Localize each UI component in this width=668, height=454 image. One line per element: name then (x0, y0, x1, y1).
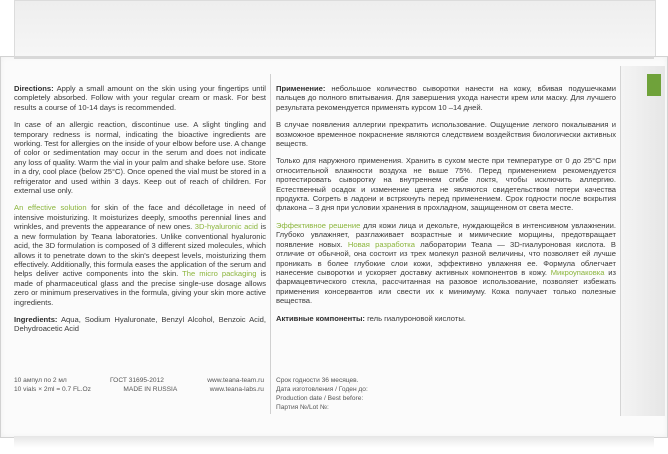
effective-solution-label: An effective solution (14, 203, 87, 213)
directions-paragraph (14, 84, 266, 112)
website-team: www.teana-team.ru (207, 377, 264, 384)
lot-number: Партия №/Lot №: (276, 404, 329, 411)
directions-label: Directions: (14, 84, 54, 93)
english-text-column (14, 84, 266, 342)
shelf-life: Срок годности 36 месяцев. (276, 377, 359, 384)
application-text: небольшое количество сыворотки нанести на кожу, вбивая подушечками пальцев до полного впитывания. Для завершения ухода нанести крем или маску. Для лучшего результата рекомендуется применять курсом 10 –14 дней. (276, 84, 616, 112)
footer-info-right (276, 376, 476, 412)
effective-solution-text: for skin of the face and décolletage in need of intensive moisturizing. It moisturizes deeply, smooths perennial lines and wrinkles, and prevents the appearance of new ones. (14, 203, 267, 232)
ingredients-text: Aqua, Sodium Hyaluronate, Benzyl Alcohol, Benzoic Acid, Dehydroacetic Acid (14, 314, 266, 334)
ingredients-paragraph (14, 315, 266, 334)
active-components-paragraph (276, 314, 616, 323)
storage-ru-paragraph: Только для наружного применения. Хранить в сухом месте при температуре от 0 до 25°С при относительной влажности воздуха не выше 75%. Перед применением рекомендуется протестировать сыворотку на внутреннем сгибе локтя, чтобы исключить аллергию. Естественный осадок и изменение цвета не являются свидетельством потери качества продукта. Согреть в ладони и встряхнуть перед применением. Срок годности после вскрытия флакона – 3 дня при условии хранения в прохладном, защищенном от света месте. (276, 156, 616, 213)
ingredients-label: Ingredients: (14, 314, 58, 324)
brand-logo-tab (647, 74, 661, 96)
gost-standard: ГОСТ 31695-2012 (109, 377, 164, 384)
russian-text-column (276, 84, 616, 331)
box-top-panel (14, 0, 656, 57)
description-paragraph (14, 203, 266, 306)
effective-ru-text: для кожи лица и декольте, нуждающейся в интенсивном увлажнении. Глубоко увлажняет, разглаживает возрастные и мимические морщины, предотвращает появление новых. (276, 220, 616, 249)
box-bottom-shadow (14, 436, 654, 448)
active-components-label: Активные компоненты: (276, 313, 365, 323)
hyaluronic-acid-text: is a new formulation by Teana laboratories. Unlike conventional hyaluronic acid, the 3D formulation is composed of 3 different sized molecules, which allows it to penetrate down to the skin's deepest levels, moisturizing them effectively. Additionally, this formula eases the application of the serum and helps deliver active components into the skin. (14, 222, 267, 279)
micro-packaging-ru-text: из фармацевтического стекла, рассчитанная на разовое использование, позволяет избежать применения консервантов или свести их к минимуму. Кожа получает только полезные вещества. (276, 267, 616, 306)
footer-row-1 (14, 376, 264, 385)
new-formula-ru-label: Новая разработка (347, 239, 416, 249)
footer-row-2 (14, 385, 264, 394)
description-ru-paragraph (276, 221, 616, 306)
directions-text: Apply a small amount on the skin using your fingertips until completely absorbed. Follow with your regular cream or mask. For best results a course of 10-14 days is recommended. (14, 84, 266, 112)
active-components-text: гель гиалуроновой кислоты. (364, 313, 466, 323)
flap-fold-line (14, 56, 654, 59)
column-divider (270, 74, 271, 414)
box-side-strip (620, 66, 665, 416)
footer-info-left (14, 376, 264, 394)
ampoules-count-en: 10 vials × 2ml = 0.7 FL.Oz (14, 386, 91, 393)
micro-packaging-label: The micro packaging (182, 269, 257, 279)
application-paragraph (276, 84, 616, 112)
allergy-ru-paragraph: В случае появления аллергии прекратить использование. Ощущение легкого покалывания и возможное временное покраснение являются следствием воздействия биологически активных веществ. (276, 120, 616, 149)
micro-packaging-ru-label: Микроупаковка (550, 267, 605, 277)
hyaluronic-acid-label: 3D-hyaluronic acid (194, 222, 259, 232)
micro-packaging-text: is made of pharmaceutical glass and the precise single-use dosage allows zero or minimum preservatives in the formula, giving your skin more active ingredients. (14, 269, 266, 307)
website-labs: www.teana-labs.ru (209, 386, 264, 393)
effective-ru-label: Эффективное решение (276, 220, 361, 230)
ampoules-count-ru: 10 ампул по 2 мл (14, 377, 67, 384)
application-label: Применение: (276, 84, 326, 93)
allergy-paragraph: In case of an allergic reaction, discontinue use. A slight tingling and temporary redness is normal, indicating the bioactive ingredients are working. Test for allergies on the inside of your elbow before use. A change of color or sedimentation may occur in the serum and does not indicate any loss of quality. Warm the vial in your palm and shake before use. Store in a dry, cool place (below 25°C). Once opened the vial must be stored in a refrigerator and used within 3 days. Keep out of reach of children. For external use only. (14, 120, 266, 196)
new-formula-ru-text: лаборатории Teana — 3D-гиалуроновая кислота. В отличие от обычной, она состоит из трех молекул разной величины, что позволяет ей лучше проникать в более глубокие слои кожи, эффективно увлажняя ее. Формула облегчает нанесение сыворотки и ускоряет доставку активных компонентов в кожу. (276, 239, 616, 277)
made-in-russia: MADE IN RUSSIA (123, 386, 178, 393)
manufacture-date-ru: Дата изготовления / Годен до: (276, 386, 368, 393)
production-date-en: Production date / Best before: (276, 395, 364, 402)
